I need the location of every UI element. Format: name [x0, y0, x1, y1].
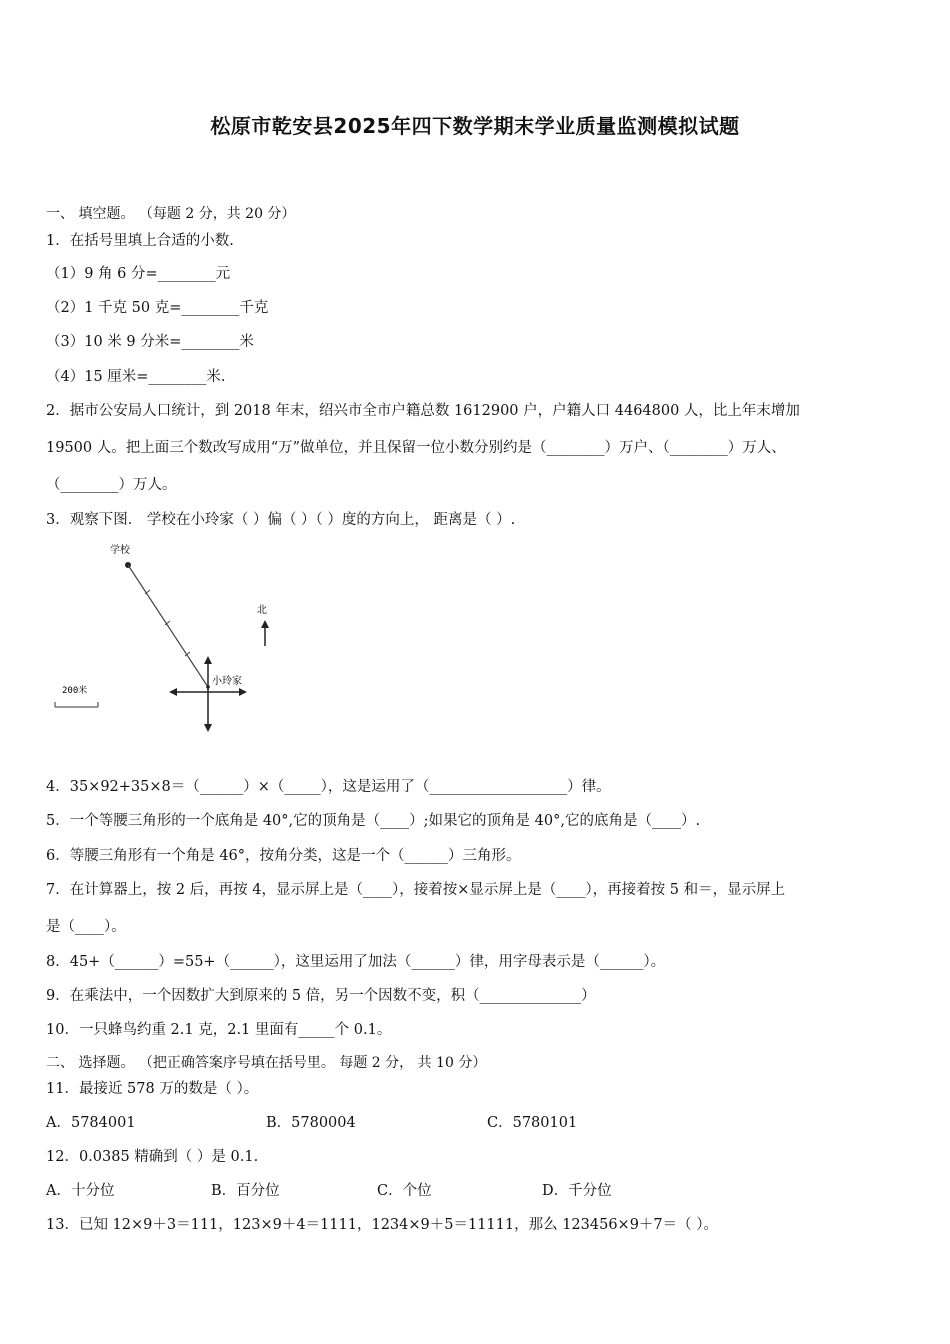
question-12-option-a: A．十分位: [46, 1183, 115, 1199]
question-4: 4．35×92+35×8＝（______）×（_____），这是运用了（___________________）律。: [46, 779, 611, 795]
section-heading-choice: 二、 选择题。 （把正确答案序号填在括号里。 每题 2 分， 共 10 分）: [46, 1055, 487, 1071]
question-11-option-b: B．5780004: [266, 1115, 356, 1131]
question-11-stem: 11．最接近 578 万的数是（ ）。: [46, 1081, 259, 1097]
question-2-line-3: （________）万人。: [46, 477, 177, 493]
question-1-part-3: （3）10 米 9 分米=________米: [46, 334, 254, 350]
question-5: 5．一个等腰三角形的一个底角是 40°,它的顶角是（____）;如果它的顶角是 40°,它的底角是（____）.: [46, 813, 701, 829]
direction-diagram: [40, 535, 300, 740]
question-11-option-a: A．5784001: [46, 1115, 136, 1131]
question-1-stem: 1．在括号里填上合适的小数.: [46, 233, 234, 249]
question-1-part-1: （1）9 角 6 分=________元: [46, 266, 231, 282]
question-12-option-b: B．百分位: [211, 1183, 280, 1199]
question-12-option-c: C．个位: [377, 1183, 432, 1199]
page-title: 松原市乾安县2025年四下数学期末学业质量监测模拟试题: [210, 114, 740, 138]
question-3-stem: 3．观察下图． 学校在小玲家（ ）偏（ ）（ ）度的方向上， 距离是（ ）.: [46, 512, 516, 528]
north-label: 北: [257, 605, 267, 616]
question-13: 13．已知 12×9＋3＝111，123×9＋4＝1111，1234×9＋5＝11111，那么 123456×9＋7＝（ ）。: [46, 1217, 719, 1233]
question-2-line-1: 2．据市公安局人口统计，到 2018 年末，绍兴市全市户籍总数 1612900 户，户籍人口 4464800 人，比上年末增加: [46, 403, 800, 419]
question-11-option-c: C．5780101: [487, 1115, 578, 1131]
question-10: 10．一只蜂鸟约重 2.1 克，2.1 里面有_____个 0.1。: [46, 1022, 392, 1038]
arrow-down-icon: [204, 724, 212, 732]
question-2-line-2: 19500 人。把上面三个数改写成用“万”做单位，并且保留一位小数分别约是（________）万户、（________）万人、: [46, 440, 786, 456]
arrow-up-icon: [204, 656, 212, 664]
question-12-option-d: D．千分位: [542, 1183, 612, 1199]
question-7-line-1: 7．在计算器上，按 2 后，再按 4，显示屏上是（____），接着按×显示屏上是（____），再接着按 5 和＝，显示屏上: [46, 882, 786, 898]
school-label: 学校: [110, 545, 130, 556]
question-12-stem: 12．0.0385 精确到（ ）是 0.1.: [46, 1149, 259, 1165]
route-line: [128, 565, 208, 687]
question-7-line-2: 是（____）。: [46, 919, 126, 935]
question-8: 8．45+（______）=55+（______），这里运用了加法（______）律，用字母表示是（______）。: [46, 954, 666, 970]
home-point: [206, 685, 210, 689]
question-6: 6．等腰三角形有一个角是 46°，按角分类，这是一个（______）三角形。: [46, 848, 521, 864]
arrow-right-icon: [239, 688, 247, 696]
section-heading-fill-in: 一、 填空题。 （每题 2 分，共 20 分）: [46, 206, 296, 222]
scale-label: 200米: [62, 686, 88, 696]
north-arrow-icon: [261, 620, 269, 628]
question-1-part-2: （2）1 千克 50 克=________千克: [46, 300, 269, 316]
question-9: 9．在乘法中，一个因数扩大到原来的 5 倍，另一个因数不变，积（______________）: [46, 988, 596, 1004]
arrow-left-icon: [169, 688, 177, 696]
home-label: 小玲家: [212, 676, 242, 687]
question-1-part-4: （4）15 厘米=________米.: [46, 369, 226, 385]
